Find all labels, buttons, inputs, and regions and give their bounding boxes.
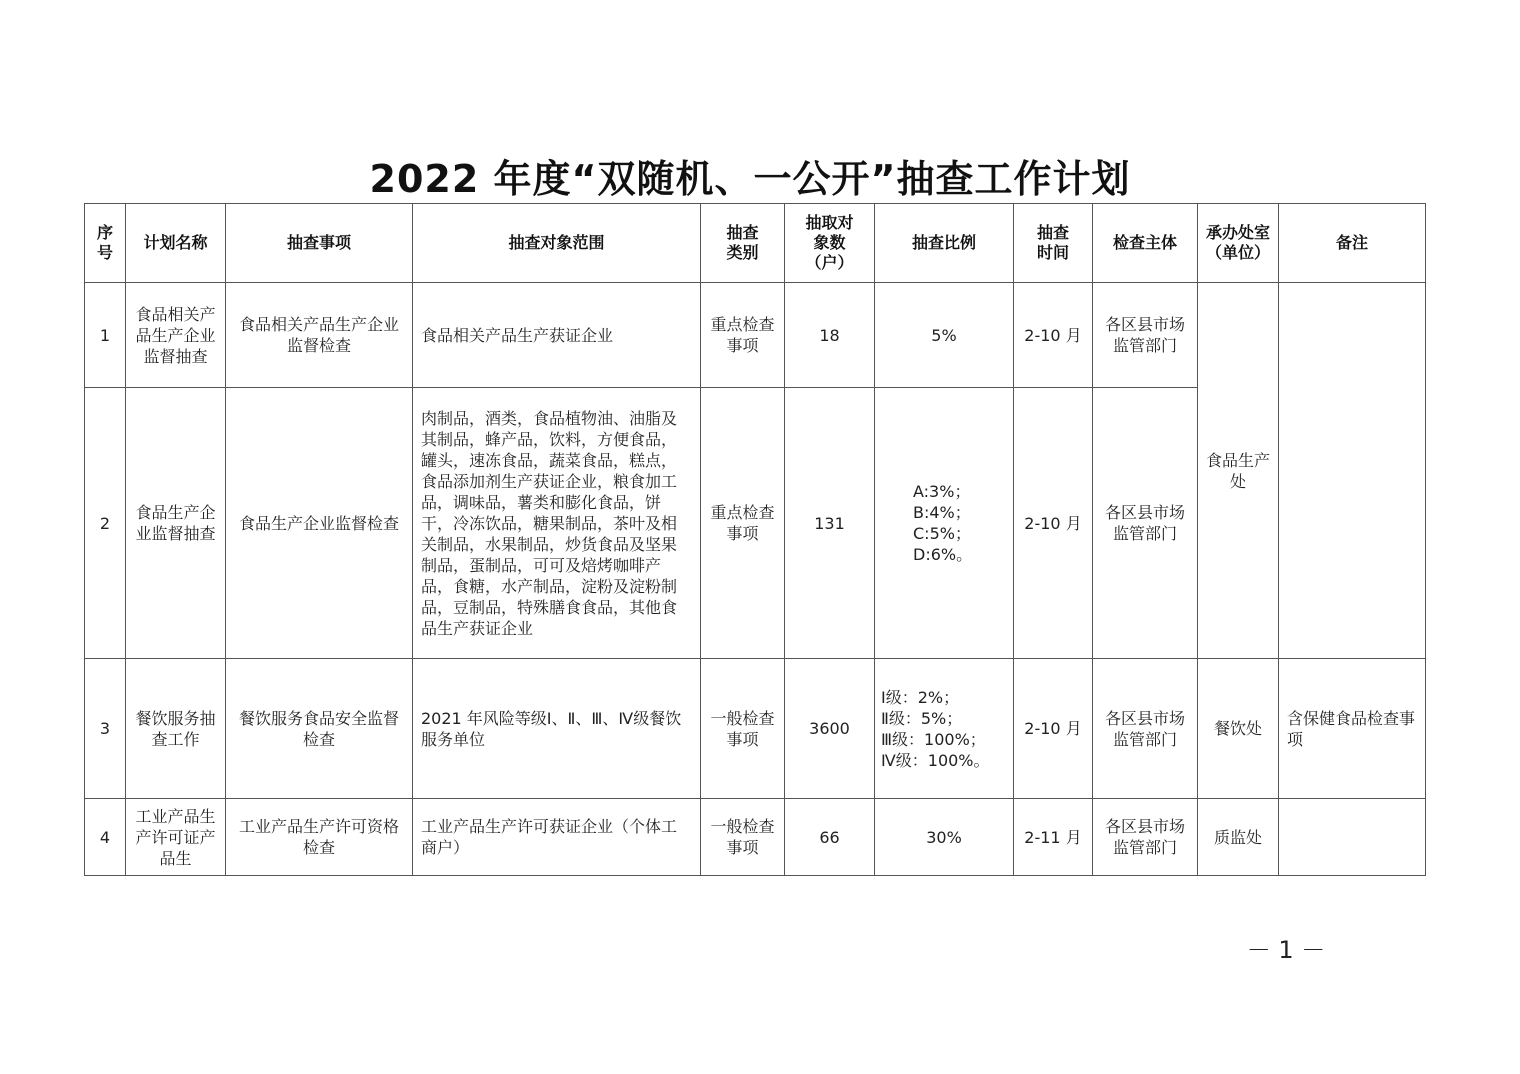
header-inspection-item: 抽查事项 — [226, 204, 413, 283]
cell-responsible-dept: 质监处 — [1198, 799, 1279, 876]
cell-inspection-item: 餐饮服务食品安全监督检查 — [226, 659, 413, 799]
cell-inspection-subject: 各区县市场监管部门 — [1093, 388, 1198, 659]
cell-ratio: 5% — [875, 283, 1014, 388]
cell-responsible-dept: 餐饮处 — [1198, 659, 1279, 799]
cell-ratio: Ⅰ级：2%； Ⅱ级：5%； Ⅲ级：100%； Ⅳ级：100%。 — [875, 659, 1014, 799]
cell-plan-name: 食品相关产品生产企业监督抽查 — [126, 283, 226, 388]
cell-object-scope: 食品相关产品生产获证企业 — [413, 283, 701, 388]
cell-inspection-item: 食品生产企业监督检查 — [226, 388, 413, 659]
cell-category: 一般检查事项 — [701, 799, 785, 876]
table-header-row — [85, 204, 1426, 283]
cell-plan-name: 食品生产企业监督抽查 — [126, 388, 226, 659]
header-plan-name: 计划名称 — [126, 204, 226, 283]
cell-time: 2-10 月 — [1014, 283, 1093, 388]
header-object-scope: 抽查对象范围 — [413, 204, 701, 283]
cell-object-scope: 2021 年风险等级Ⅰ、Ⅱ、Ⅲ、Ⅳ级餐饮服务单位 — [413, 659, 701, 799]
cell-ratio: 30% — [875, 799, 1014, 876]
cell-time: 2-10 月 — [1014, 659, 1093, 799]
cell-inspection-subject: 各区县市场监管部门 — [1093, 659, 1198, 799]
cell-serial: 1 — [85, 283, 126, 388]
cell-inspection-item: 食品相关产品生产企业监督检查 — [226, 283, 413, 388]
cell-ratio: A:3%； B:4%； C:5%； D:6%。 — [875, 388, 1014, 659]
cell-category: 重点检查事项 — [701, 388, 785, 659]
cell-object-count: 18 — [785, 283, 875, 388]
cell-time: 2-11 月 — [1014, 799, 1093, 876]
header-inspection-subject: 检查主体 — [1093, 204, 1198, 283]
table-row — [85, 799, 1426, 876]
cell-object-count: 3600 — [785, 659, 875, 799]
cell-remark-merged — [1279, 283, 1426, 659]
page-number: － 1 － — [1246, 936, 1326, 964]
table-row — [85, 659, 1426, 799]
header-remark: 备注 — [1279, 204, 1426, 283]
table-row — [85, 283, 1426, 388]
cell-object-scope: 肉制品，酒类，食品植物油、油脂及其制品，蜂产品，饮料，方便食品，罐头，速冻食品，蔬菜食品，糕点，食品添加剂生产获证企业，粮食加工品，调味品，薯类和膨化食品，饼干，冷冻饮品，糖果制品，茶叶及相关制品，水果制品，炒货食品及坚果制品，蛋制品，可可及焙烤咖啡产品，食糖，水产制品，淀粉及淀粉制品，豆制品，特殊膳食食品，其他食品生产获证企业 — [413, 388, 701, 659]
cell-serial: 2 — [85, 388, 126, 659]
header-time: 抽查 时间 — [1014, 204, 1093, 283]
cell-remark — [1279, 799, 1426, 876]
cell-object-count: 66 — [785, 799, 875, 876]
cell-inspection-subject: 各区县市场监管部门 — [1093, 799, 1198, 876]
cell-plan-name: 工业产品生产许可证产品生 — [126, 799, 226, 876]
inspection-plan-table — [84, 203, 1426, 876]
header-category: 抽查 类别 — [701, 204, 785, 283]
cell-inspection-subject: 各区县市场监管部门 — [1093, 283, 1198, 388]
cell-remark: 含保健食品检查事项 — [1279, 659, 1426, 799]
cell-object-scope: 工业产品生产许可获证企业（个体工商户） — [413, 799, 701, 876]
cell-plan-name: 餐饮服务抽查工作 — [126, 659, 226, 799]
cell-category: 重点检查事项 — [701, 283, 785, 388]
header-object-count: 抽取对 象数 （户） — [785, 204, 875, 283]
cell-time: 2-10 月 — [1014, 388, 1093, 659]
header-ratio: 抽查比例 — [875, 204, 1014, 283]
cell-category: 一般检查事项 — [701, 659, 785, 799]
header-serial: 序 号 — [85, 204, 126, 283]
cell-serial: 3 — [85, 659, 126, 799]
document-title: 2022 年度“双随机、一公开”抽查工作计划 — [369, 157, 1131, 201]
cell-serial: 4 — [85, 799, 126, 876]
header-responsible-dept: 承办处室 （单位） — [1198, 204, 1279, 283]
cell-inspection-item: 工业产品生产许可资格检查 — [226, 799, 413, 876]
cell-object-count: 131 — [785, 388, 875, 659]
cell-responsible-dept-merged: 食品生产处 — [1198, 283, 1279, 659]
